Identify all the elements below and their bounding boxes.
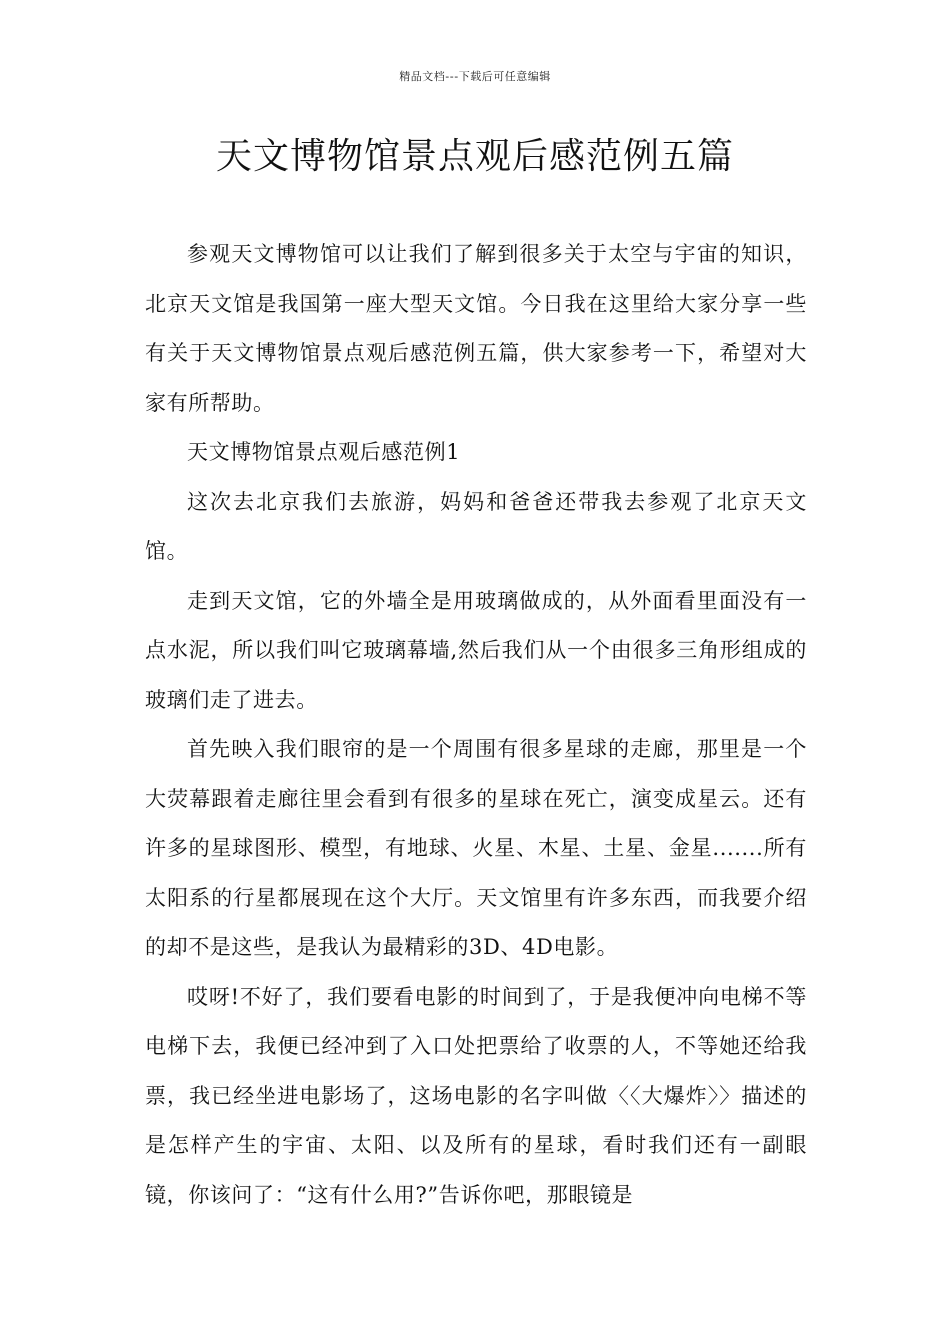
section-heading: 天文博物馆景点观后感范例1 [187, 440, 461, 464]
body-paragraph: 哎呀!不好了，我们要看电影的时间到了，于是我便冲向电梯不等电梯下去，我便已经冲到了入口处把票给了收票的人，不等她还给我票，我已经坐进电影场了，这场电影的名字叫做〈〈大爆炸〉〉描述的是怎样产生的宇宙、太阳、以及所有的星球，看时我们还有一副眼镜，你该问了：“这有什么用?”告诉你吧，那眼镜是 [145, 984, 807, 1207]
intro-paragraph: 参观天文博物馆可以让我们了解到很多关于太空与宇宙的知识，北京天文馆是我国第一座大型天文馆。今日我在这里给大家分享一些有关于天文博物馆景点观后感范例五篇，供大家参考一下，希望对大家有所帮助。 [145, 242, 807, 415]
body-paragraph: 走到天文馆，它的外墙全是用玻璃做成的，从外面看里面没有一点水泥，所以我们叫它玻璃幕墙,然后我们从一个由很多三角形组成的玻璃们走了进去。 [145, 588, 807, 712]
body-paragraph: 首先映入我们眼帘的是一个周围有很多星球的走廊，那里是一个大荧幕跟着走廊往里会看到有很多的星球在死亡，演变成星云。还有许多的星球图形、模型，有地球、火星、木星、土星、金星.......所有太阳系的行星都展现在这个大厅。天文馆里有许多东西，而我要介绍的却不是这些，是我认为最精彩的3D、4D电影。 [145, 737, 807, 959]
document-body [145, 230, 807, 1220]
header-note: 精品文档---下载后可任意编辑 [399, 70, 551, 83]
body-paragraph: 这次去北京我们去旅游，妈妈和爸爸还带我去参观了北京天文馆。 [145, 489, 807, 563]
document-title: 天文博物馆景点观后感范例五篇 [215, 136, 734, 177]
